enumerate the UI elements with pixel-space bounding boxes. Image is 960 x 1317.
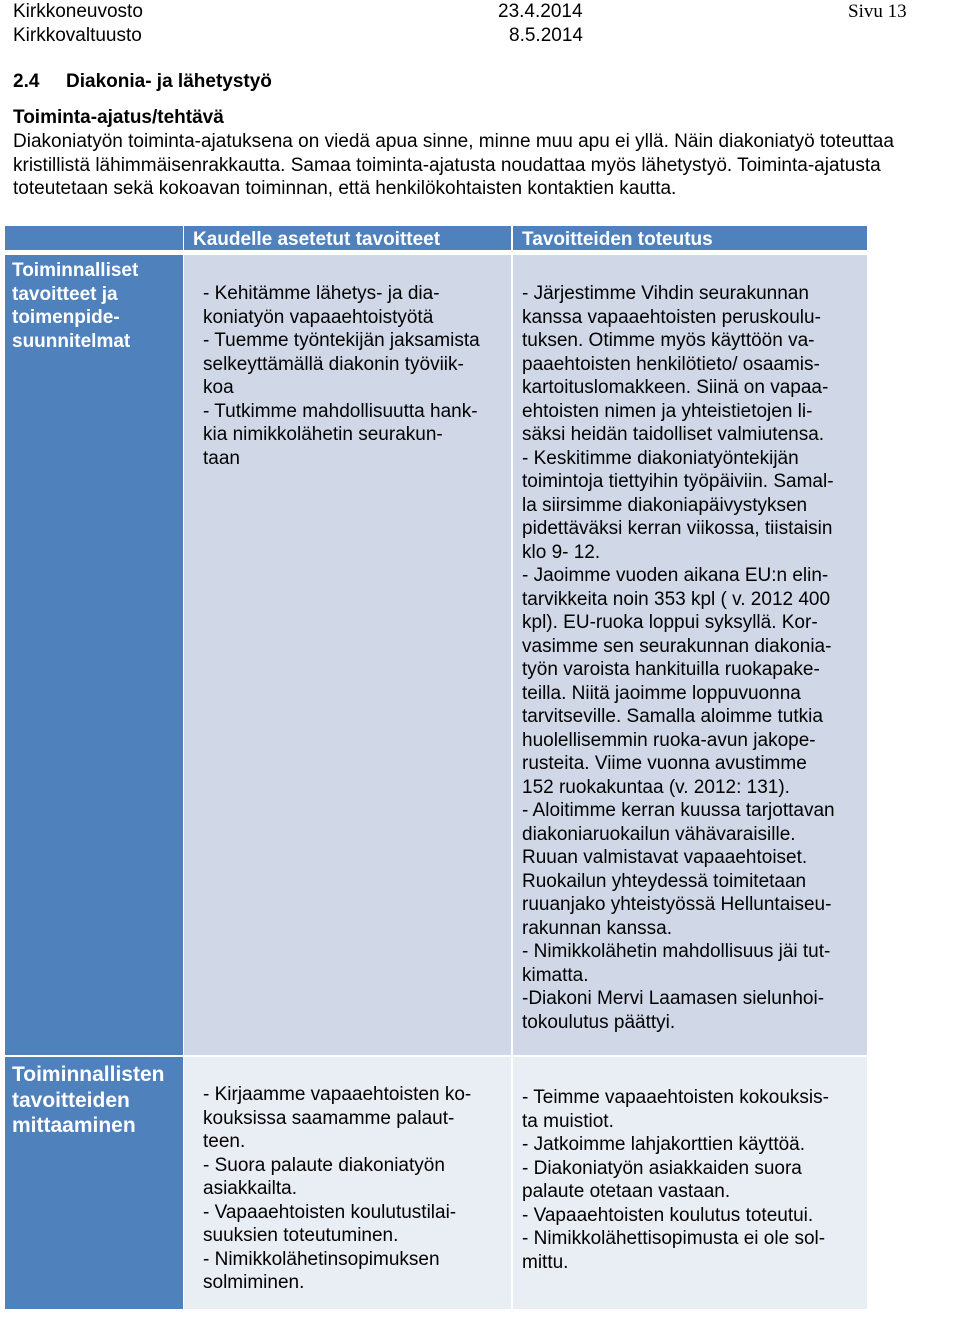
result-paragraph: - Jatkoimme lahjakorttien käyttöä. bbox=[522, 1134, 806, 1155]
section-title-text: Diakonia- ja lähetystyö bbox=[66, 71, 272, 92]
result-paragraph: - Vapaaehtoisten koulutus toteutui. bbox=[522, 1204, 814, 1226]
results-cell-row2 bbox=[513, 1057, 867, 1309]
goal-item: - Tuemme työntekijän jaksamista selkeyttämällä diakonin työviik- koa bbox=[203, 330, 480, 398]
goal-item: - Vapaaehtoisten koulutustilai- suuksien toteutuminen. bbox=[203, 1201, 457, 1246]
result-paragraph: - Teimme vapaaehtoisten kokouksis- ta muistiot. bbox=[522, 1087, 829, 1132]
result-paragraph: - Järjestimme Vihdin seurakunnan kanssa vapaaehtoisten peruskoulu- tuksen. Otimme myös käyttöön va- paaehtoisten henkilötieto/ osaamis- kartoituslomakkeen. Siinä on vapaa- ehtoisten nimen ja yhteistietojen li- säksi heidän taidolliset valmiutensa. bbox=[522, 283, 829, 445]
column-header-results: Tavoitteiden toteutus bbox=[513, 226, 867, 250]
result-paragraph: -Diakoni Mervi Laamasen sielunhoi- tokoulutus päättyi. bbox=[522, 988, 825, 1033]
section-title bbox=[13, 70, 272, 94]
date-line2: 8.5.2014 bbox=[509, 25, 583, 46]
results-cell-row1 bbox=[513, 255, 867, 1055]
goal-item: - Kehitämme lähetys- ja dia- koniatyön vapaaehtoistyötä bbox=[203, 283, 440, 328]
goals-cell-row1 bbox=[184, 255, 511, 1055]
result-paragraph: - Diakoniatyön asiakkaiden suora palaute otetaan vastaan. bbox=[522, 1157, 802, 1202]
result-paragraph: - Keskitimme diakoniatyöntekijän toimintoja tiettyihin työpäiviin. Samal- la siirsimme diakoniapäivystyksen pidettäväksi kerran viikossa, tiistaisin klo 9- 12. bbox=[522, 447, 834, 563]
intro-line: kristillistä lähimmäisenrakkautta. Samaa toiminta-ajatusta noudattaa myös lähetystyö. Toiminta-ajatusta bbox=[13, 154, 881, 176]
page-number: Sivu 13 bbox=[848, 1, 907, 22]
goals-cell-row2 bbox=[184, 1057, 511, 1309]
result-paragraph: - Nimikkolähettisopimusta ei ole sol- mittu. bbox=[522, 1228, 826, 1273]
section-number: 2.4 bbox=[13, 71, 40, 92]
goal-item: - Nimikkolähetinsopimuksen solmiminen. bbox=[203, 1248, 440, 1293]
goal-item: - Kirjaamme vapaaehtoisten ko- kouksissa saamamme palaut- teen. bbox=[203, 1084, 472, 1152]
row-header-measurement: Toiminnallisten tavoitteiden mittaaminen bbox=[5, 1057, 183, 1309]
intro-paragraph bbox=[13, 130, 960, 201]
org-name-line1: Kirkkoneuvosto bbox=[13, 1, 143, 22]
intro-line: toteutetaan sekä kokoavan toiminnan, että henkilökohtaisten kontaktien kautta. bbox=[13, 178, 677, 199]
date-line1: 23.4.2014 bbox=[498, 1, 583, 22]
goal-item: - Suora palaute diakoniatyön asiakkailta. bbox=[203, 1154, 445, 1199]
result-paragraph: - Aloitimme kerran kuussa tarjottavan diakoniaruokailun vähävaraisille. Ruuan valmistavat vapaaehtoiset. Ruokailun yhteydessä toimitetaan ruuanjako yhteistyössä Helluntaiseu- rakunnan kanssa. bbox=[522, 800, 835, 939]
table-corner-cell bbox=[5, 226, 183, 250]
goal-item: - Tutkimme mahdollisuutta hank- kia nimikkolähetin seurakun- taan bbox=[203, 400, 478, 469]
result-paragraph: - Nimikkolähetin mahdollisuus jäi tut- kimatta. bbox=[522, 941, 831, 986]
result-paragraph: - Jaoimme vuoden aikana EU:n elin- tarvikkeita noin 353 kpl ( v. 2012 400 kpl). EU-ruoka loppui syksyllä. Kor- vasimme sen seurakunnan diakonia- työn varoista hankituilla ruokapake- teilla. Niitä jaoimme loppuvuonna tarvitseville. Samalla aloimme tutkia huolellisemmin ruoka-avun jakope- rusteita. Viime vuonna avustimme 152 ruokakuntaa (v. 2012: 131). bbox=[522, 565, 832, 798]
column-header-goals: Kaudelle asetetut tavoitteet bbox=[184, 226, 511, 250]
org-name-line2: Kirkkovaltuusto bbox=[13, 25, 142, 46]
row-header-functional-goals: Toiminnalliset tavoitteet ja toimenpide- suunnitelmat bbox=[5, 255, 183, 1055]
subheading: Toiminta-ajatus/tehtävä bbox=[13, 107, 224, 128]
intro-line: Diakoniatyön toiminta-ajatuksena on viedä apua sinne, minne muu apu ei yllä. Näin diakoniatyö toteuttaa bbox=[13, 131, 894, 152]
